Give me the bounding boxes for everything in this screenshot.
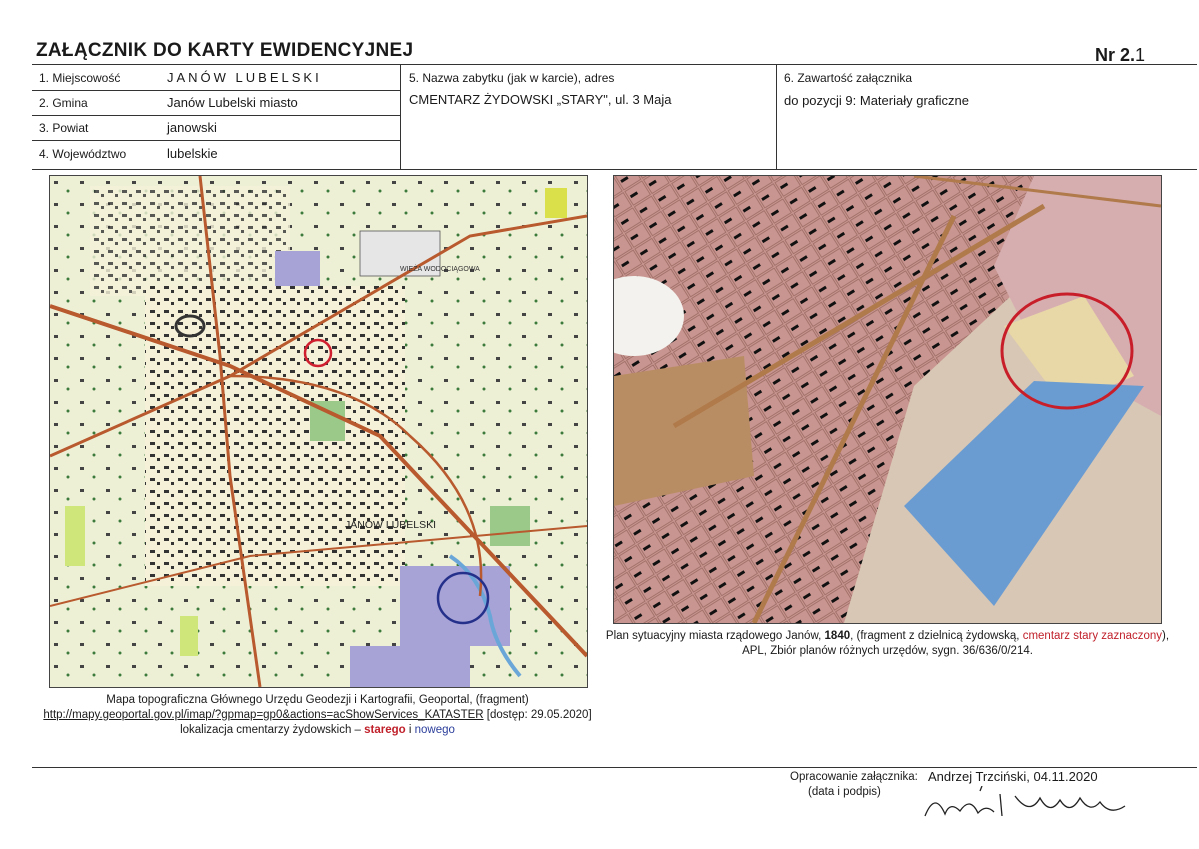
caption-new-label: nowego	[414, 724, 455, 736]
topographic-map-graphic	[50, 176, 587, 687]
field-label: 2. Gmina	[39, 96, 88, 110]
caption-old-label: starego	[364, 724, 406, 736]
row-divider	[32, 90, 400, 91]
nr-suffix: 1	[1134, 45, 1145, 65]
contents-value: do pozycji 9: Materiały graficzne	[784, 93, 969, 108]
plan-year: 1840	[824, 630, 851, 642]
divider	[776, 65, 777, 169]
info-table	[32, 64, 1197, 170]
field-label: 1. Miejscowość	[39, 71, 121, 85]
caption-and: i	[405, 724, 415, 736]
field-value-town: JANÓW LUBELSKI	[167, 70, 322, 85]
caption-source: Mapa topograficzna Głównego Urzędu Geodezji i Kartografii, Geoportal, (fragment)	[106, 694, 529, 706]
page-title: ZAŁĄCZNIK DO KARTY EWIDENCYJNEJ	[36, 40, 414, 61]
field-value-commune: Janów Lubelski miasto	[167, 95, 298, 110]
plan-caption-b: , (fragment z dzielnicą żydowską,	[850, 630, 1023, 642]
caption-url-line	[40, 708, 595, 723]
field-value-province: lubelskie	[167, 146, 218, 161]
caption-access-date: [dostęp: 29.05.2020]	[483, 709, 592, 721]
divider	[400, 65, 401, 169]
contents-label: 6. Zawartość załącznika	[784, 71, 913, 85]
prepared-sub: (data i podpis)	[808, 786, 881, 798]
left-map-caption	[40, 693, 595, 738]
plan-caption-c: ),	[1162, 630, 1170, 642]
attachment-number	[1095, 45, 1145, 66]
plan-caption-marked: cmentarz stary zaznaczony	[1022, 630, 1163, 642]
town-map-label: JANÓW LUBELSKI	[345, 519, 437, 531]
footer-divider	[32, 767, 1197, 768]
plan-caption-a: Plan sytuacyjny miasta rządowego Janów,	[605, 630, 825, 642]
field-label: 4. Województwo	[39, 147, 127, 161]
author-date: Andrzej Trzciński, 04.11.2020	[928, 769, 1098, 784]
handwritten-signature	[920, 786, 1150, 826]
geoportal-link[interactable]: http://mapy.geoportal.gov.pl/imap/?gpmap=gp0&actions=acShowServices_KATASTER	[43, 709, 484, 721]
topographic-map	[49, 175, 588, 688]
right-map-caption	[600, 629, 1175, 659]
historical-plan	[613, 175, 1162, 624]
caption-legend	[40, 723, 595, 738]
field-label: 3. Powiat	[39, 121, 89, 135]
row-divider	[32, 140, 400, 141]
row-divider	[32, 115, 400, 116]
caption-legend-prefix: lokalizacja cmentarzy żydowskich –	[180, 724, 365, 736]
field-value-county: janowski	[167, 120, 217, 135]
water-tower-label: WIEŻA WODOCIĄGOWA	[400, 266, 480, 273]
plan-caption-archive: APL, Zbiór planów różnych urzędów, sygn. 36/636/0/214.	[742, 645, 1033, 657]
plan-caption-line1	[600, 629, 1175, 644]
nr-prefix: Nr 2.	[1094, 45, 1135, 65]
monument-label: 5. Nazwa zabytku (jak w karcie), adres	[409, 71, 615, 85]
monument-value: CMENTARZ ŻYDOWSKI „STARY", ul. 3 Maja	[409, 92, 672, 107]
historical-plan-graphic	[614, 176, 1161, 623]
prepared-label: Opracowanie załącznika:	[790, 771, 918, 783]
